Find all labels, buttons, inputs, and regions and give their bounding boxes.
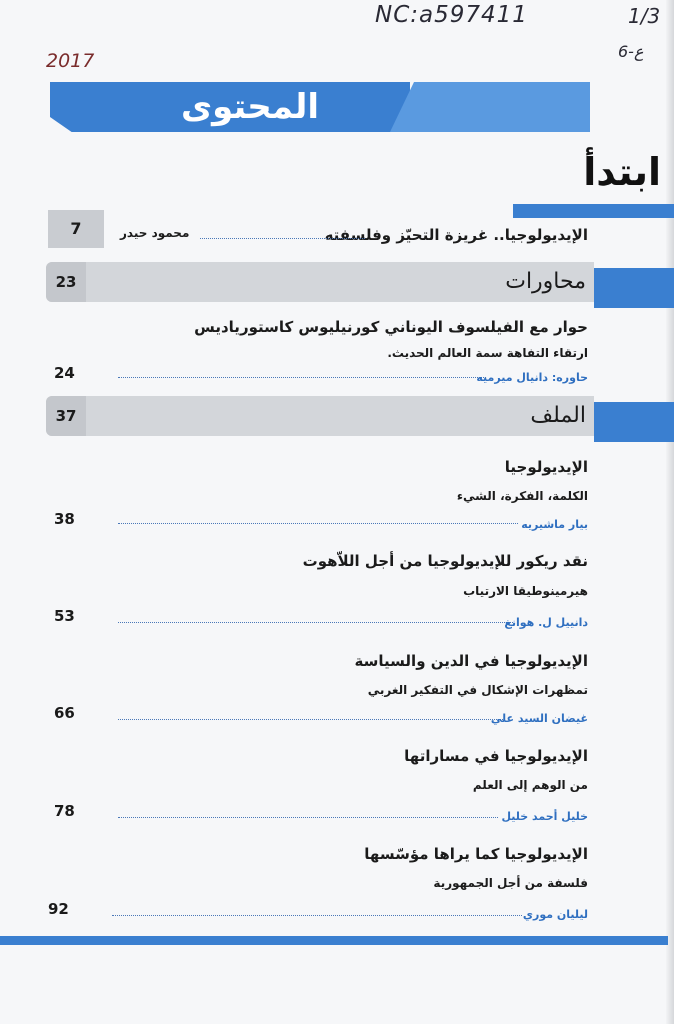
logo-text: ابتدأ [583,150,661,194]
entry-title: الإيديولوجيا في الدين والسياسة [354,652,588,670]
entry-page-number: 24 [54,364,75,382]
section-accent [594,402,674,442]
entry-title: حوار مع الفيلسوف اليوناني كورنيليوس كاستورياديس [194,318,588,336]
entry-author: حاوره: دانيال ميرميه [476,371,588,384]
dotted-leader [112,915,522,916]
bottom-accent-bar [0,936,668,945]
page-number: 7 [70,219,82,238]
section-bar-interviews [46,262,594,302]
entry-page-number: 66 [54,704,75,722]
handwritten-shelf-code: 6-ع [618,42,644,61]
page-title: المحتوى [180,87,320,127]
entry-title: الإيديولوجيا [504,458,588,476]
entry-subtitle: هيرمينوطيقا الارتياب [463,584,588,598]
section-page-number: 23 [46,262,86,302]
entry-subtitle: فلسفة من أجل الجمهورية [433,876,588,890]
entry-author: بيار ماشيريه [521,518,588,531]
entry-author: خليل أحمد خليل [501,810,588,823]
entry-page-number: 38 [54,510,75,528]
entry-subtitle: ارتقاء التفاهة سمة العالم الحديث. [387,346,588,360]
ibtada-logo [505,140,674,222]
dotted-leader [118,377,486,378]
entry-subtitle: تمظهرات الإشكال في التفكير الغربي [367,683,588,697]
dotted-leader [118,719,503,720]
section-accent [594,268,674,308]
dotted-leader [118,817,498,818]
entry-subtitle: الكلمة، الفكرة، الشيء [456,489,588,503]
logo-underline [513,204,674,218]
dotted-leader [118,523,518,524]
handwritten-catalog-code: NC:a597411 [375,2,528,28]
entry-title: الإيديولوجيا في مساراتها [404,747,588,765]
banner-light-segment [390,82,590,132]
contents-title-banner [50,82,590,132]
entry-page-number: 92 [48,900,69,918]
dotted-leader [200,238,365,239]
entry-title: نقد ريكور للإيديولوجيا من أجل اللاّهوت [302,552,588,570]
entry-author: دانييل ل. هوانغ [504,616,588,629]
section-label: محاورات [505,269,586,294]
handwritten-year: 2017 [46,50,95,72]
handwritten-fraction: 1/3 [628,4,661,28]
page-number-box [48,210,104,248]
entry-author: غيضان السيد علي [490,712,588,725]
section-page-number: 37 [46,396,86,436]
entry-page-number: 53 [54,607,75,625]
entry-title: الإيديولوجيا كما يراها مؤسّسها [364,845,588,863]
dotted-leader [118,622,513,623]
section-bar-dossier [46,396,594,436]
section-label: الملف [530,403,586,428]
entry-author: محمود حيدر [120,226,190,240]
entry-page-number: 78 [54,802,75,820]
entry-subtitle: من الوهم إلى العلم [472,778,588,792]
entry-title: الإيديولوجيا.. غريزة التحيّز وفلسفته [324,226,588,244]
entry-author: ليليان موري [522,908,588,921]
